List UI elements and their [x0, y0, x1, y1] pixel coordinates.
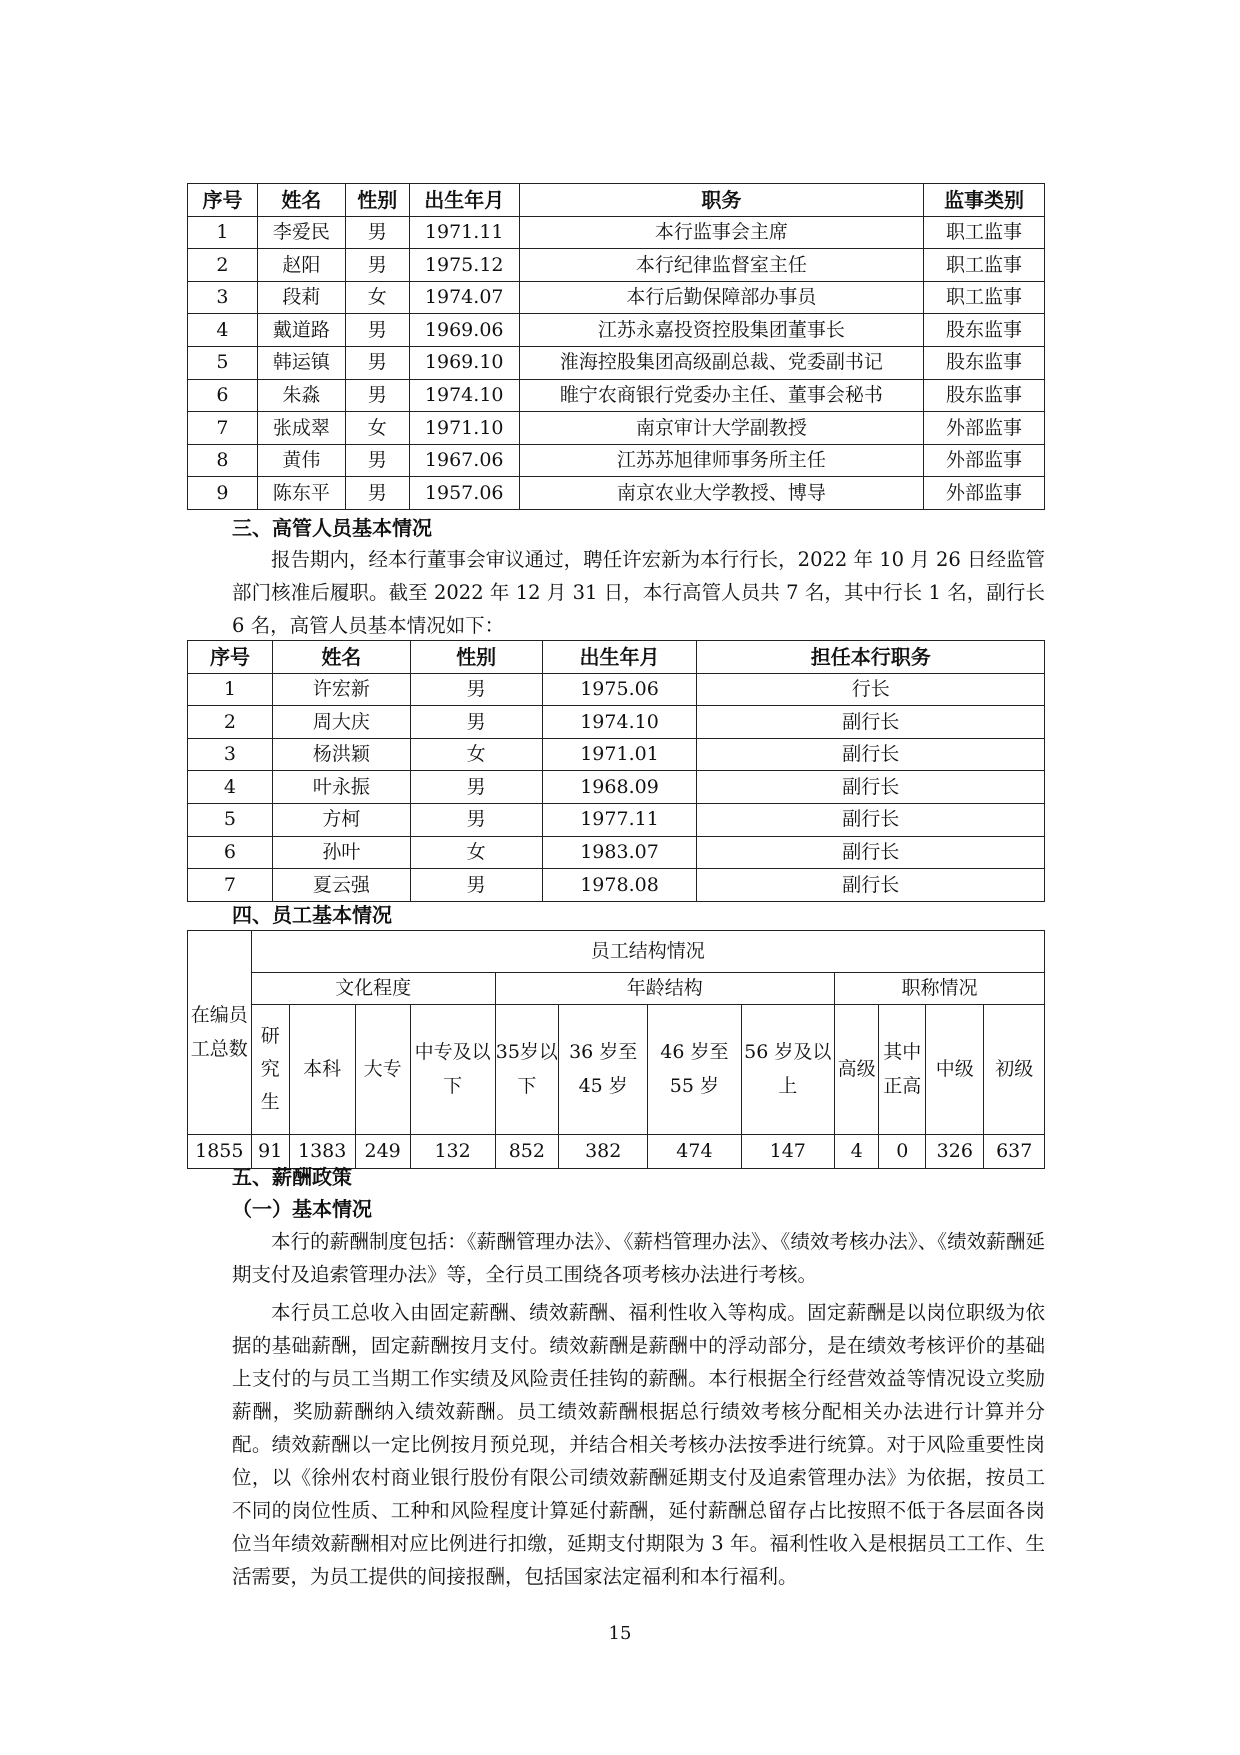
table-subheader-row	[188, 1005, 1045, 1135]
executives-paragraph	[232, 543, 1045, 642]
table-cell: 5	[188, 803, 273, 836]
table-row	[188, 706, 1045, 739]
table-cell: 段莉	[257, 281, 345, 314]
structure-header: 员工结构情况	[251, 931, 1044, 973]
table-cell: 本行纪律监督室主任	[519, 249, 923, 282]
table-cell: 本行监事会主席	[519, 216, 923, 249]
table-cell: 1855	[188, 1135, 252, 1169]
table-cell: 股东监事	[924, 346, 1045, 379]
table-cell: 4	[188, 771, 273, 804]
table-cell: 男	[345, 346, 409, 379]
table-cell: 许宏新	[272, 673, 410, 706]
education-column-header: 大专	[355, 1005, 410, 1135]
table-cell: 1971.11	[409, 216, 519, 249]
table-cell: 副行长	[697, 738, 1045, 771]
title-header: 职称情况	[834, 973, 1044, 1005]
table-header-row	[188, 931, 1045, 973]
table-cell: 1971.01	[542, 738, 697, 771]
section-heading-executives: 三、高管人员基本情况	[232, 516, 432, 540]
table-cell: 睢宁农商银行党委办主任、董事会秘书	[519, 379, 923, 412]
table-cell: 7	[188, 869, 273, 902]
table-cell: 男	[410, 706, 542, 739]
table-row	[188, 314, 1045, 347]
table-cell: 李爱民	[257, 216, 345, 249]
title-column-header: 初级	[984, 1005, 1045, 1135]
education-column-header: 本科	[289, 1005, 355, 1135]
table-cell: 女	[410, 738, 542, 771]
table-cell: 1	[188, 216, 258, 249]
table-cell: 1974.10	[542, 706, 697, 739]
table-cell: 852	[495, 1135, 559, 1169]
table-row	[188, 346, 1045, 379]
paragraph-text: 本行的薪酬制度包括：《薪酬管理办法》、《薪档管理办法》、《绩效考核办法》、《绩效薪酬延期支付及追索管理办法》等，全行员工围绕各项考核办法进行考核。	[232, 1230, 1045, 1286]
header-cell: 监事类别	[924, 184, 1045, 217]
table-cell: 周大庆	[272, 706, 410, 739]
table-cell: 男	[345, 249, 409, 282]
table-cell: 1968.09	[542, 771, 697, 804]
education-header: 文化程度	[251, 973, 495, 1005]
table-cell: 9	[188, 477, 258, 510]
table-header-row	[188, 641, 1045, 674]
table-cell: 男	[345, 216, 409, 249]
compensation-paragraph-2	[232, 1296, 1045, 1593]
header-cell: 担任本行职务	[697, 641, 1045, 674]
supervisors-table-body	[188, 216, 1045, 509]
table-cell: 4	[188, 314, 258, 347]
table-cell: 江苏永嘉投资控股集团董事长	[519, 314, 923, 347]
table-row	[188, 444, 1045, 477]
age-column-header: 46 岁至 55 岁	[648, 1005, 741, 1135]
table-cell: 南京农业大学教授、博导	[519, 477, 923, 510]
table-row	[188, 738, 1045, 771]
header-cell: 姓名	[257, 184, 345, 217]
table-cell: 1974.07	[409, 281, 519, 314]
age-header: 年龄结构	[495, 973, 834, 1005]
age-column-header: 35岁以下	[495, 1005, 559, 1135]
paragraph-text: 本行员工总收入由固定薪酬、绩效薪酬、福利性收入等构成。固定薪酬是以岗位职级为依据的基础薪酬，固定薪酬按月支付。绩效薪酬是薪酬中的浮动部分，是在绩效考核评价的基础上支付的与员工当期工作实绩及风险责任挂钩的薪酬。本行根据全行经营效益等情况设立奖励薪酬，奖励薪酬纳入绩效薪酬。员工绩效薪酬根据总行绩效考核分配相关办法进行计算并分配。绩效薪酬以一定比例按月预兑现，并结合相关考核办法按季进行统算。对于风险重要性岗位，以《徐州农村商业银行股份有限公司绩效薪酬延期支付及追索管理办法》为依据，按员工不同的岗位性质、工种和风险程度计算延付薪酬，延付薪酬总留存占比按照不低于各层面各岗位当年绩效薪酬相对应比例进行扣缴，延期支付期限为 3 年。福利性收入是根据员工工作、生活需要，为员工提供的间接报酬，包括国家法定福利和本行福利。	[232, 1301, 1045, 1588]
table-cell: 男	[345, 314, 409, 347]
table-cell: 外部监事	[924, 412, 1045, 445]
table-cell: 5	[188, 346, 258, 379]
table-cell: 1983.07	[542, 836, 697, 869]
title-column-header: 高级	[834, 1005, 879, 1135]
table-cell: 男	[410, 771, 542, 804]
table-cell: 男	[410, 803, 542, 836]
table-row	[188, 869, 1045, 902]
table-cell: 女	[345, 412, 409, 445]
table-row	[188, 836, 1045, 869]
table-cell: 326	[926, 1135, 984, 1169]
table-cell: 0	[879, 1135, 926, 1169]
table-cell: 外部监事	[924, 444, 1045, 477]
age-column-header: 36 岁至 45 岁	[559, 1005, 648, 1135]
table-cell: 91	[251, 1135, 289, 1169]
table-cell: 职工监事	[924, 281, 1045, 314]
table-row	[188, 379, 1045, 412]
table-cell: 2	[188, 249, 258, 282]
table-row	[188, 281, 1045, 314]
table-cell: 1967.06	[409, 444, 519, 477]
table-cell: 1978.08	[542, 869, 697, 902]
table-cell: 叶永振	[272, 771, 410, 804]
table-cell: 6	[188, 836, 273, 869]
table-cell: 张成翠	[257, 412, 345, 445]
table-cell: 7	[188, 412, 258, 445]
table-cell: 职工监事	[924, 249, 1045, 282]
table-cell: 1974.10	[409, 379, 519, 412]
table-cell: 股东监事	[924, 379, 1045, 412]
table-cell: 249	[355, 1135, 410, 1169]
table-cell: 杨洪颖	[272, 738, 410, 771]
table-header-row	[188, 973, 1045, 1005]
table-cell: 147	[741, 1135, 834, 1169]
table-cell: 副行长	[697, 869, 1045, 902]
table-row	[188, 673, 1045, 706]
age-column-header: 56 岁及以上	[741, 1005, 834, 1135]
table-cell: 1969.10	[409, 346, 519, 379]
table-cell: 男	[345, 477, 409, 510]
table-cell: 1969.06	[409, 314, 519, 347]
table-cell: 副行长	[697, 706, 1045, 739]
table-cell: 3	[188, 738, 273, 771]
table-cell: 副行长	[697, 836, 1045, 869]
table-cell: 男	[410, 869, 542, 902]
table-cell: 4	[834, 1135, 879, 1169]
table-cell: 外部监事	[924, 477, 1045, 510]
table-row	[188, 477, 1045, 510]
table-cell: 1383	[289, 1135, 355, 1169]
table-cell: 赵阳	[257, 249, 345, 282]
table-cell: 男	[345, 379, 409, 412]
table-header-row	[188, 184, 1045, 217]
table-cell: 637	[984, 1135, 1045, 1169]
table-cell: 474	[648, 1135, 741, 1169]
table-cell: 方柯	[272, 803, 410, 836]
header-cell: 出生年月	[542, 641, 697, 674]
table-cell: 黄伟	[257, 444, 345, 477]
table-cell: 1971.10	[409, 412, 519, 445]
supervisors-table	[187, 183, 1045, 510]
table-cell: 陈东平	[257, 477, 345, 510]
table-cell: 132	[410, 1135, 495, 1169]
table-cell: 男	[410, 673, 542, 706]
table-cell: 行长	[697, 673, 1045, 706]
subsection-heading-basic: （一）基本情况	[232, 1197, 372, 1221]
table-cell: 1975.12	[409, 249, 519, 282]
table-row	[188, 771, 1045, 804]
section-heading-compensation: 五、薪酬政策	[232, 1165, 352, 1189]
table-cell: 女	[345, 281, 409, 314]
table-cell: 1977.11	[542, 803, 697, 836]
section-heading-staff: 四、员工基本情况	[232, 903, 392, 927]
title-column-header: 其中正高	[879, 1005, 926, 1135]
table-cell: 南京审计大学副教授	[519, 412, 923, 445]
table-cell: 韩运镇	[257, 346, 345, 379]
table-cell: 戴道路	[257, 314, 345, 347]
table-cell: 1	[188, 673, 273, 706]
table-cell: 本行后勤保障部办事员	[519, 281, 923, 314]
education-column-header: 中专及以下	[410, 1005, 495, 1135]
page-number: 15	[608, 1623, 632, 1644]
table-cell: 副行长	[697, 771, 1045, 804]
header-cell: 性别	[345, 184, 409, 217]
header-cell: 姓名	[272, 641, 410, 674]
table-cell: 江苏苏旭律师事务所主任	[519, 444, 923, 477]
compensation-paragraph-1	[232, 1225, 1045, 1291]
table-cell: 孙叶	[272, 836, 410, 869]
table-cell: 淮海控股集团高级副总裁、党委副书记	[519, 346, 923, 379]
table-row	[188, 412, 1045, 445]
table-cell: 男	[345, 444, 409, 477]
header-cell: 出生年月	[409, 184, 519, 217]
table-cell: 382	[559, 1135, 648, 1169]
table-cell: 8	[188, 444, 258, 477]
table-cell: 1975.06	[542, 673, 697, 706]
table-cell: 6	[188, 379, 258, 412]
table-cell: 职工监事	[924, 216, 1045, 249]
header-cell: 性别	[410, 641, 542, 674]
table-cell: 女	[410, 836, 542, 869]
table-row	[188, 216, 1045, 249]
table-cell: 2	[188, 706, 273, 739]
table-cell: 股东监事	[924, 314, 1045, 347]
header-cell: 职务	[519, 184, 923, 217]
total-staff-header: 在编员工总数	[188, 931, 252, 1135]
table-cell: 夏云强	[272, 869, 410, 902]
table-row	[188, 803, 1045, 836]
title-column-header: 中级	[926, 1005, 984, 1135]
executives-table	[187, 640, 1045, 902]
executives-table-body	[188, 673, 1045, 901]
paragraph-text: 报告期内，经本行董事会审议通过，聘任许宏新为本行行长，2022 年 10 月 26 日经监管部门核准后履职。截至 2022 年 12 月 31 日，本行高管人员共 7 名，其中行长 1 名，副行长 6 名，高管人员基本情况如下：	[232, 548, 1045, 637]
table-cell: 朱淼	[257, 379, 345, 412]
staff-structure-table	[187, 930, 1045, 1169]
table-cell: 3	[188, 281, 258, 314]
education-column-header: 研究生	[251, 1005, 289, 1135]
table-row	[188, 249, 1045, 282]
table-cell: 1957.06	[409, 477, 519, 510]
header-cell: 序号	[188, 184, 258, 217]
header-cell: 序号	[188, 641, 273, 674]
table-cell: 副行长	[697, 803, 1045, 836]
